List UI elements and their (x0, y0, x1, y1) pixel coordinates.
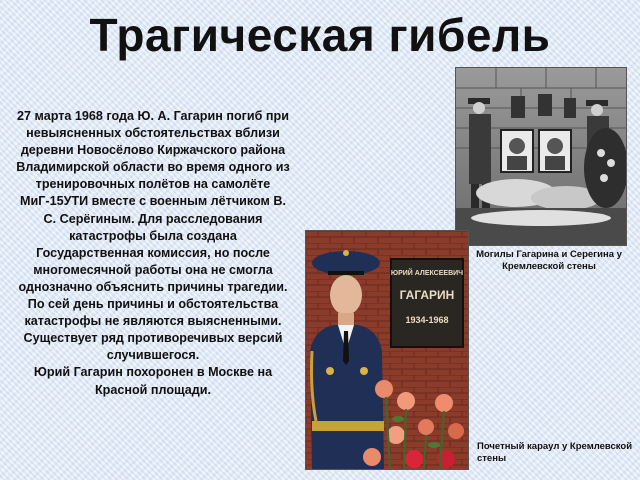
honor-guard-illustration (306, 231, 468, 469)
honor-guard-caption: Почетный караул у Кремлевской стены (477, 441, 633, 464)
body-paragraph-end: Юрий Гагарин похоронен в Москве на Красной площади. (33, 365, 273, 397)
graves-photo-illustration (456, 68, 626, 245)
body-paragraph: 27 марта 1968 года Ю. А. Гагарин погиб при невыясненных обстоятельствах вблизи деревни Новосёлово Киржачского района Владимирской области во время одного из тренировочных полётов на самолёте МиГ-15УТИ вместе с военным лётчиком В. С. Серёгиным. Для расследования катастрофы была создана Государственная комиссия, но после многомесячной работы она не смогла однозначно объяснить причины трагедии. По сей день причины и обстоятельства катастрофы не являются выясненными. Существует ряд противоречивых версий случившегося. (16, 109, 290, 363)
graves-photo-caption: Могилы Гагарина и Серегина у Кремлевской стены (476, 249, 622, 272)
slide-title: Трагическая гибель (89, 9, 551, 61)
honor-guard-photo (305, 230, 469, 470)
plaque-surname: ГАГАРИН (399, 288, 455, 302)
graves-photo (455, 67, 627, 246)
slide-body-text (14, 108, 292, 399)
plaque-years: 1934-1968 (405, 315, 449, 325)
plaque-name: ЮРИЙ АЛЕКСЕЕВИЧ (390, 270, 464, 277)
